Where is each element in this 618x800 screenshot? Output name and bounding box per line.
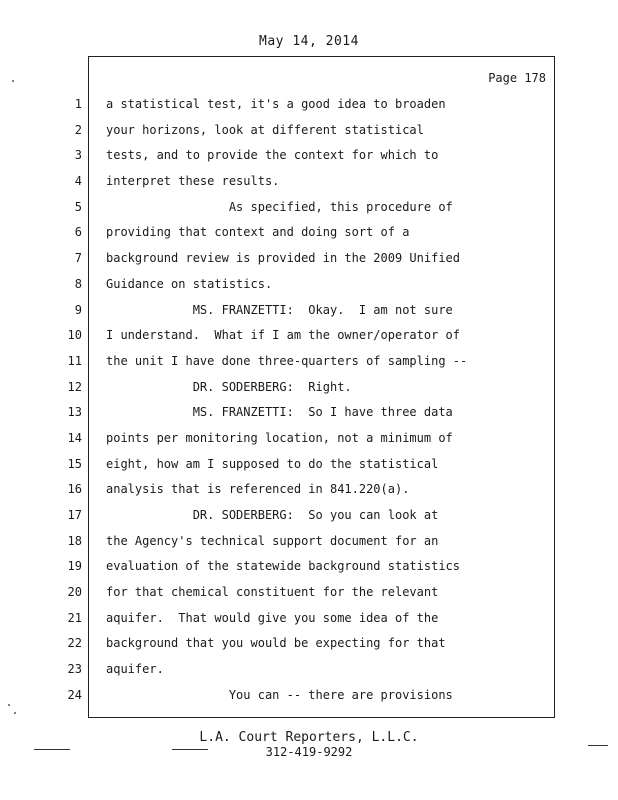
line-number: 21	[67, 610, 82, 625]
transcript-line: Guidance on statistics.	[106, 276, 273, 291]
transcript-line: MS. FRANZETTI: Okay. I am not sure	[106, 302, 453, 317]
line-number: 16	[67, 482, 82, 497]
line-number: 20	[67, 585, 82, 600]
transcript-line: tests, and to provide the context for which to	[106, 148, 439, 163]
scan-speck	[12, 80, 14, 82]
line-number: 1	[74, 97, 82, 111]
transcript-line: background review is provided in the 2009 Unified	[106, 251, 461, 266]
scan-speck	[8, 704, 10, 706]
line-number: 12	[67, 379, 82, 394]
line-number: 5	[74, 199, 82, 214]
line-number: 9	[74, 302, 82, 317]
scan-speck	[14, 712, 16, 714]
transcript-line: your horizons, look at different statistical	[106, 122, 424, 137]
line-number: 23	[67, 662, 82, 677]
transcript-line: You can -- there are provisions	[106, 687, 453, 702]
line-number: 7	[74, 251, 82, 266]
transcript-line: the unit I have done three-quarters of sampling --	[106, 353, 468, 368]
transcript-line: for that chemical constituent for the relevant	[106, 585, 439, 600]
transcript-line: a statistical test, it's a good idea to broaden	[106, 97, 446, 111]
footer-phone: 312-419-9292	[265, 745, 353, 759]
line-number: 6	[74, 225, 82, 240]
transcript-line: providing that context and doing sort of a	[106, 225, 410, 240]
transcript-line: DR. SODERBERG: Right.	[106, 379, 352, 394]
transcript-line: interpret these results.	[106, 174, 280, 189]
footer-company: L.A. Court Reporters, L.L.C.	[199, 730, 419, 745]
line-number: 10	[67, 328, 82, 343]
header-date: May 14, 2014	[259, 34, 359, 49]
transcript-line: background that you would be expecting for that	[106, 636, 446, 651]
footer-rule-center	[172, 749, 208, 750]
line-number: 22	[67, 636, 82, 651]
footer-rule-left	[34, 749, 70, 750]
transcript-line: DR. SODERBERG: So you can look at	[106, 508, 439, 522]
line-number: 4	[74, 174, 82, 189]
transcript-line: I understand. What if I am the owner/operator of	[106, 328, 461, 343]
footer	[0, 730, 618, 760]
line-number: 24	[67, 687, 82, 702]
footer-rule-right	[588, 745, 608, 746]
transcript-line: aquifer. That would give you some idea of the	[106, 610, 439, 625]
transcript-line: the Agency's technical support document for an	[106, 533, 439, 548]
transcript-line: eight, how am I supposed to do the statistical	[106, 456, 439, 471]
transcript-line: As specified, this procedure of	[106, 199, 453, 214]
transcript-line: points per monitoring location, not a minimum of	[106, 430, 453, 445]
line-number: 8	[74, 276, 82, 291]
transcript-text	[106, 92, 546, 709]
line-number: 2	[74, 122, 82, 137]
line-number: 18	[67, 533, 82, 548]
line-number: 11	[67, 353, 82, 368]
line-number-column	[60, 92, 82, 709]
line-number: 13	[67, 405, 82, 420]
page-number: Page 178	[488, 71, 546, 85]
line-number: 19	[67, 559, 82, 574]
line-number: 14	[67, 430, 82, 445]
transcript-line: analysis that is referenced in 841.220(a).	[106, 482, 410, 497]
transcript-line: MS. FRANZETTI: So I have three data	[106, 405, 453, 420]
transcript-line: evaluation of the statewide background statistics	[106, 559, 461, 574]
line-number: 3	[74, 148, 82, 163]
line-number: 15	[67, 456, 82, 471]
line-number: 17	[67, 508, 82, 522]
transcript-line: aquifer.	[106, 662, 164, 677]
